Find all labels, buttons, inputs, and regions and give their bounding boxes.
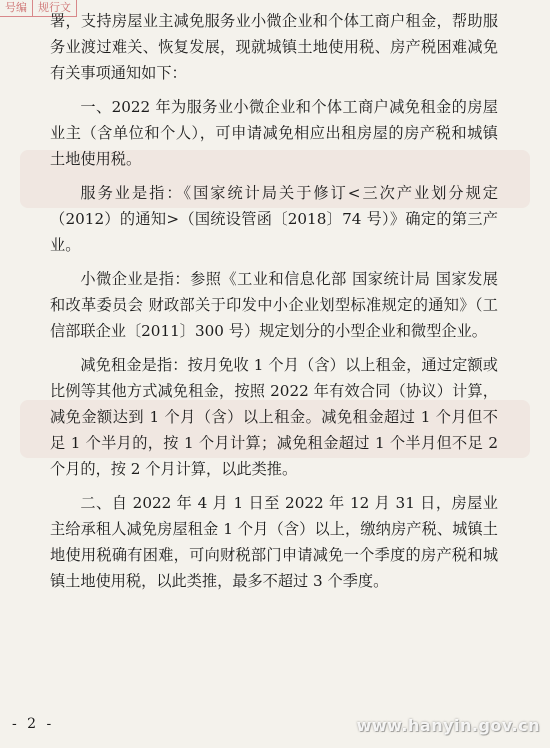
page-number: - 2 - [12, 716, 55, 732]
document-body [50, 8, 498, 602]
section-one-paragraph: 一、2022 年为服务业小微企业和个体工商户减免租金的房屋业主（含单位和个人），可申请减免相应出租房屋的房产税和城镇土地使用税。 [50, 98, 498, 168]
section-two-paragraph: 二、自 2022 年 4 月 1 日至 2022 年 12 月 31 日，房屋业主给承租人减免房屋租金 1 个月（含）以上，缴纳房产税、城镇土地使用税确有困难，可向财税部门申请减免一个季度的房产税和城镇土地使用税，以此类推，最多不超过 3 个季度。 [50, 494, 498, 590]
definition-service-industry: 服务业是指：《国家统计局关于修订<三次产业划分规定（2012）的通知>（国统设管函〔2018〕74 号）》确定的第三产业。 [50, 184, 498, 254]
definition-small-micro-enterprise: 小微企业是指：参照《工业和信息化部 国家统计局 国家发展和改革委员会 财政部关于印发中小企业划型标准规定的通知》（工信部联企业〔2011〕300 号）规定划分的小型企业和微型企业。 [50, 270, 498, 340]
body-paragraph: 署，支持房屋业主减免服务业小微企业和个体工商户租金，帮助服务业渡过难关、恢复发展，现就城镇土地使用税、房产税困难减免有关事项通知如下： [50, 12, 498, 82]
stamp-cell: 规行文 [32, 0, 76, 16]
stamp-cell: 号编 [5, 1, 27, 14]
site-watermark: www.hanyin.gov.cn [356, 716, 540, 735]
definition-rent-reduction: 减免租金是指：按月免收 1 个月（含）以上租金，通过定额或比例等其他方式减免租金，按照 2022 年有效合同（协议）计算，减免金额达到 1 个月（含）以上租金。减免租金超过 1 个月但不足 1 个半月的，按 1 个月计算；减免租金超过 1 个半月但不足 2 个月的，按 2 个月计算，以此类推。 [50, 356, 498, 478]
